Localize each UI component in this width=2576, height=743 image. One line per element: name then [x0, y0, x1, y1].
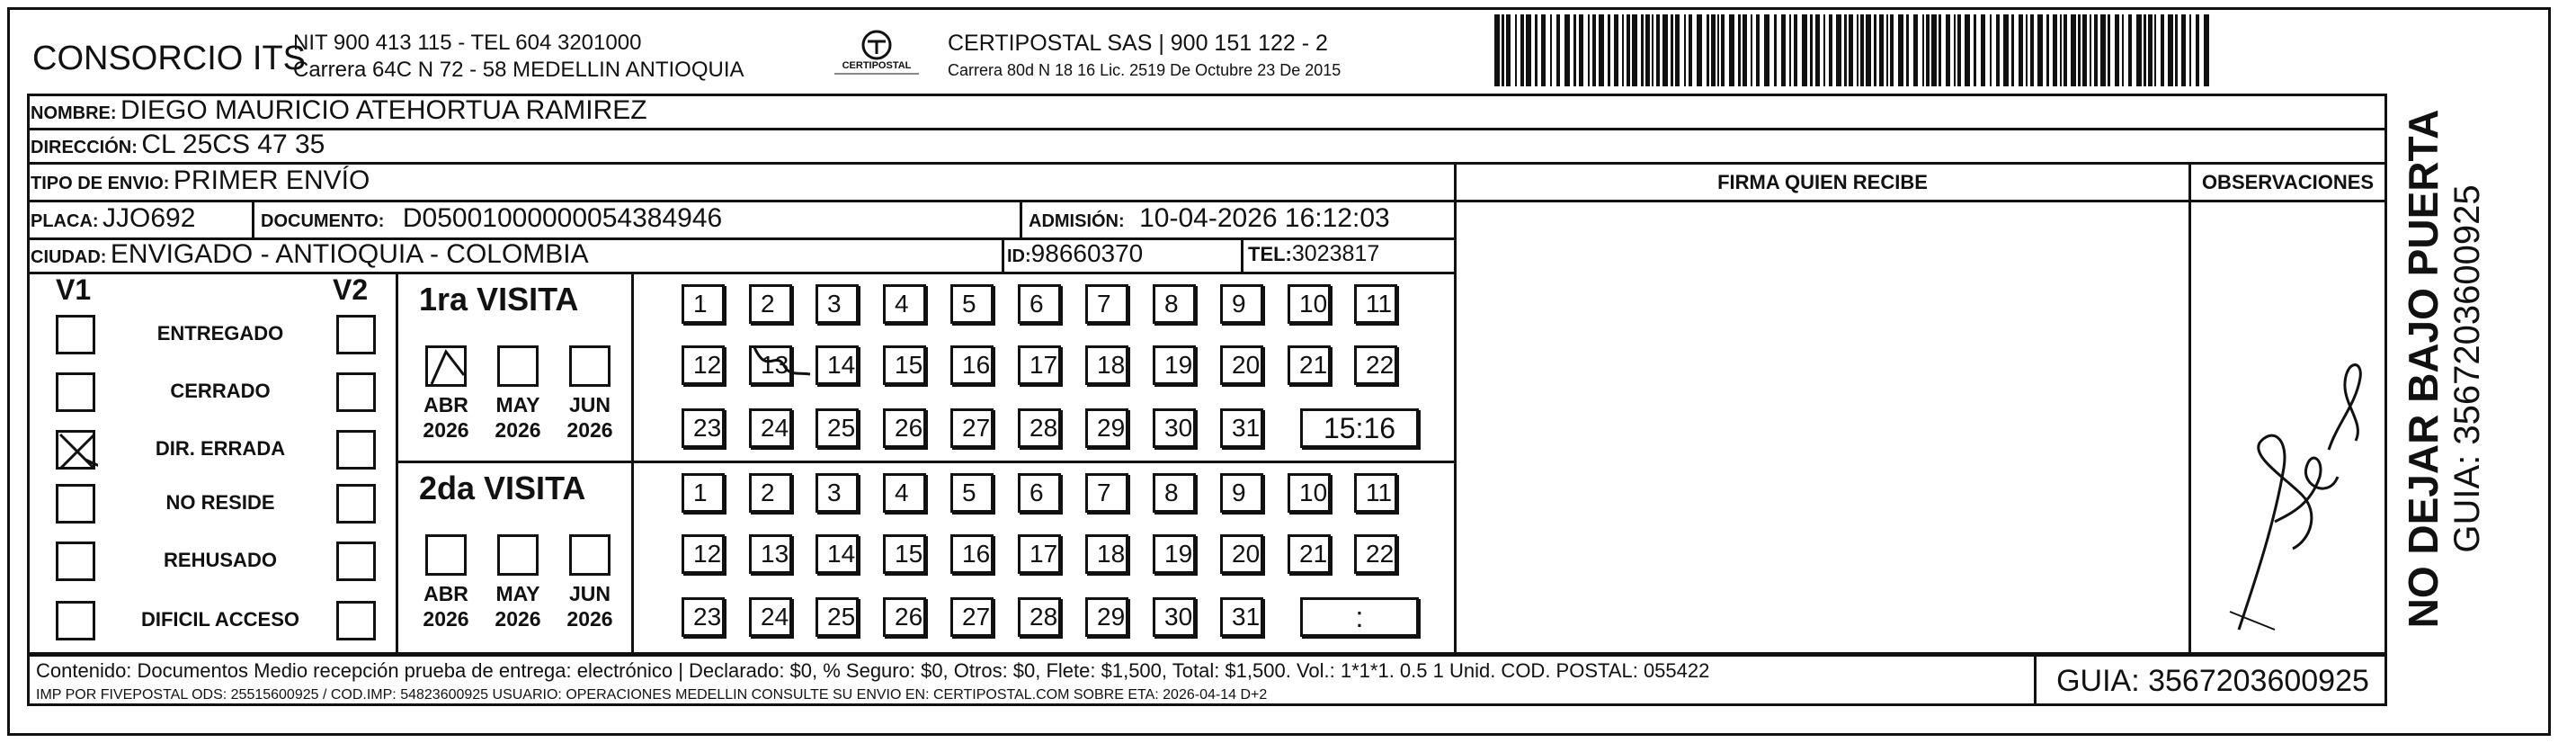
col-line-firma-left: [1454, 162, 1457, 652]
month-year: 2026: [423, 418, 469, 442]
documento-row: [261, 203, 722, 234]
barcode-bar: [2128, 14, 2132, 86]
barcode-bar: [2030, 14, 2034, 86]
barcode-bar: [1502, 14, 1504, 86]
form-right-border: [2384, 94, 2387, 657]
day-box[interactable]: 27: [950, 408, 994, 448]
row-line-3: [27, 200, 2387, 202]
month-year: 2026: [495, 418, 541, 442]
barcode-bar: [1939, 14, 1941, 86]
barcode-bar: [1957, 14, 1961, 86]
v1-checkbox[interactable]: [56, 542, 95, 581]
barcode-bar: [2108, 14, 2110, 86]
day-box[interactable]: 4: [883, 473, 926, 513]
day-box[interactable]: 6: [1018, 473, 1061, 513]
month-label: [563, 392, 617, 443]
barcode-bar: [1697, 14, 1702, 86]
status-option-label: CERRADO: [170, 380, 271, 402]
day-box[interactable]: 28: [1018, 408, 1061, 448]
barcode-bar: [2196, 14, 2199, 86]
barcode-bar: [1844, 14, 1847, 86]
side-panel: [2392, 108, 2545, 648]
day-box[interactable]: 22: [1354, 345, 1397, 385]
barcode-bar: [1526, 14, 1531, 86]
visit-1-title: 1ra VISITA: [419, 281, 579, 318]
day-box[interactable]: 29: [1085, 597, 1128, 637]
barcode-bar: [2115, 14, 2119, 86]
barcode-bar: [2060, 14, 2062, 86]
month-label: [419, 392, 473, 443]
barcode-bar: [1541, 14, 1546, 86]
certipostal-info: CERTIPOSTAL SAS | 900 151 122 - 2: [948, 31, 1328, 56]
day-box[interactable]: 24: [749, 408, 792, 448]
id-row: [1007, 239, 1143, 268]
barcode-bar: [2082, 14, 2087, 86]
barcode-bar: [2019, 14, 2023, 86]
day-box[interactable]: 22: [1354, 534, 1397, 574]
tel-label: TEL:: [1248, 243, 1292, 265]
month-name: JUN: [568, 582, 611, 605]
company-nit: NIT 900 413 115 - TEL 604 3201000: [293, 31, 642, 55]
col-line-observaciones-left: [2188, 162, 2191, 652]
side-guia: GUIA: 3567203600925: [2447, 184, 2487, 553]
status-option-label: DIR. ERRADA: [155, 437, 286, 460]
barcode-bar: [1965, 14, 1970, 86]
day-box[interactable]: 17: [1018, 534, 1061, 574]
month-checkbox[interactable]: [497, 345, 539, 387]
footer-guia-divider: [2034, 654, 2037, 703]
placa-value: JJO692: [103, 203, 196, 233]
barcode-bar: [2078, 14, 2081, 86]
barcode-bar: [1550, 14, 1552, 86]
barcode-bar: [1632, 14, 1637, 86]
tel-row: [1248, 241, 1379, 267]
v2-checkbox[interactable]: [336, 484, 376, 524]
day-box[interactable]: 21: [1288, 345, 1331, 385]
month-checkbox[interactable]: [497, 534, 539, 576]
month-name: ABR: [423, 393, 468, 416]
col-line-placa: [252, 200, 254, 237]
v1-checkbox[interactable]: [56, 484, 95, 524]
day-box[interactable]: 26: [883, 597, 926, 637]
month-year: 2026: [566, 607, 613, 631]
col-line-tel: [1241, 237, 1243, 272]
time-box[interactable]: 15:16: [1300, 408, 1419, 448]
ciudad-row: [31, 239, 589, 270]
barcode-bar: [1622, 14, 1624, 86]
day-box[interactable]: 8: [1153, 473, 1196, 513]
barcode-bar: [2154, 14, 2156, 86]
barcode-bar: [2063, 14, 2067, 86]
barcode-bar: [1675, 14, 1680, 86]
barcode-bar: [1645, 14, 1650, 86]
certipostal-license: Carrera 80d N 18 16 Lic. 2519 De Octubre 23 De 2015: [948, 61, 1341, 79]
month-name: MAY: [495, 393, 540, 416]
barcode-bar: [1815, 14, 1820, 86]
barcode-bar: [1802, 14, 1807, 86]
footer-left-border: [27, 654, 30, 706]
barcode-bar: [1743, 14, 1747, 86]
day-box[interactable]: 23: [682, 597, 725, 637]
day-box[interactable]: 19: [1153, 534, 1196, 574]
direccion-label: DIRECCIÓN:: [31, 138, 138, 157]
v1-checkbox[interactable]: [56, 372, 95, 412]
day-box[interactable]: 27: [950, 597, 994, 637]
barcode-bar: [1794, 14, 1797, 86]
barcode-bar: [1886, 14, 1888, 86]
month-checkbox[interactable]: [569, 345, 611, 387]
nombre-value: DIEGO MAURICIO ATEHORTUA RAMIREZ: [120, 95, 647, 125]
barcode-bar: [1751, 14, 1752, 86]
month-year: 2026: [495, 607, 541, 631]
barcode-bar: [2100, 14, 2106, 86]
barcode-bar: [1520, 14, 1524, 86]
barcode-bar: [1599, 14, 1604, 86]
day-box[interactable]: 28: [1018, 597, 1061, 637]
day-box[interactable]: 21: [1288, 534, 1331, 574]
month-label: [491, 581, 545, 631]
barcode-bar: [2175, 14, 2178, 86]
day-box[interactable]: 13: [749, 534, 792, 574]
status-option-label: ENTREGADO: [156, 322, 284, 345]
barcode: [1494, 0, 2214, 90]
v1-checkbox[interactable]: [56, 601, 95, 640]
barcode-bar: [1556, 14, 1560, 86]
barcode-bar: [1849, 14, 1853, 86]
month-name: MAY: [495, 582, 540, 605]
barcode-bar: [1926, 14, 1930, 86]
v2-label: V2: [333, 273, 369, 306]
company-address: Carrera 64C N 72 - 58 MEDELLIN ANTIOQUIA: [293, 58, 744, 82]
barcode-bar: [2144, 14, 2146, 86]
barcode-bar: [1738, 14, 1741, 86]
day-box[interactable]: 18: [1085, 534, 1128, 574]
day-box[interactable]: 1: [682, 473, 725, 513]
day-box[interactable]: 9: [1220, 284, 1263, 324]
day-box[interactable]: 29: [1085, 408, 1128, 448]
barcode-bar: [2071, 14, 2076, 86]
day-box[interactable]: 7: [1085, 284, 1128, 324]
barcode-bar: [2003, 14, 2009, 86]
barcode-bar: [1931, 14, 1937, 86]
barcode-bar: [2053, 14, 2057, 86]
status-option-label: NO RESIDE: [165, 491, 275, 514]
barcode-bar: [1774, 14, 1777, 86]
admision-row: [1029, 203, 1390, 234]
day-box[interactable]: 6: [1018, 284, 1061, 324]
barcode-bar: [1906, 14, 1909, 86]
barcode-bar: [1874, 14, 1876, 86]
barcode-bar: [1535, 14, 1538, 86]
signature-scribble: [2221, 342, 2383, 648]
barcode-bar: [1954, 14, 1956, 86]
day-box[interactable]: 15: [883, 534, 926, 574]
month-year: 2026: [423, 607, 469, 631]
barcode-bar: [1996, 14, 2000, 86]
day-box[interactable]: 5: [950, 473, 994, 513]
day-box[interactable]: 12: [682, 345, 725, 385]
day-box[interactable]: 13: [749, 345, 792, 385]
barcode-bar: [2204, 14, 2209, 86]
admision-label: ADMISIÓN:: [1029, 211, 1125, 231]
col-line-id: [1002, 237, 1004, 272]
day-box[interactable]: 12: [682, 534, 725, 574]
tel-value: 3023817: [1291, 241, 1380, 266]
tipo-row: [31, 166, 370, 196]
v2-checkbox[interactable]: [336, 542, 376, 581]
day-box[interactable]: 26: [883, 408, 926, 448]
tipo-label: TIPO DE ENVIO:: [31, 174, 170, 193]
barcode-bar: [1564, 14, 1570, 86]
barcode-bar: [1717, 14, 1719, 86]
check-x-icon: [58, 433, 98, 472]
barcode-bar: [2168, 14, 2173, 86]
month-checkbox[interactable]: [569, 534, 611, 576]
barcode-bar: [1652, 14, 1653, 86]
barcode-bar: [1836, 14, 1841, 86]
col-line-admision: [1020, 200, 1022, 237]
v1-checkbox[interactable]: [56, 430, 95, 470]
barcode-bar: [1829, 14, 1832, 86]
admision-value: 10-04-2026 16:12:03: [1139, 203, 1390, 233]
barcode-bar: [1711, 14, 1716, 86]
barcode-bar: [1721, 14, 1725, 86]
day-box[interactable]: 9: [1220, 473, 1263, 513]
day-box[interactable]: 14: [816, 345, 859, 385]
status-option-label: REHUSADO: [164, 549, 277, 571]
barcode-bar: [1946, 14, 1950, 86]
day-box[interactable]: 30: [1153, 408, 1196, 448]
barcode-bar: [2161, 14, 2164, 86]
id-label: ID:: [1007, 246, 1031, 266]
tipo-value: PRIMER ENVÍO: [173, 166, 370, 195]
direccion-row: [31, 130, 325, 160]
nombre-row: [31, 95, 647, 126]
visit-divider: [396, 461, 1455, 463]
day-mark-scribble: [749, 340, 812, 389]
status-option-label: DIFICIL ACCESO: [140, 608, 299, 631]
direccion-value: CL 25CS 47 35: [141, 130, 325, 159]
barcode-bar: [1662, 14, 1668, 86]
barcode-bar: [1789, 14, 1791, 86]
day-box[interactable]: 18: [1085, 345, 1128, 385]
barcode-bar: [1857, 14, 1858, 86]
barcode-bar: [1879, 14, 1884, 86]
barcode-bar: [2189, 14, 2191, 86]
day-box[interactable]: 14: [816, 534, 859, 574]
barcode-bar: [1990, 14, 1992, 86]
v1-checkbox[interactable]: [56, 315, 95, 354]
month-label: [491, 392, 545, 443]
month-label: [419, 581, 473, 631]
barcode-bar: [1641, 14, 1644, 86]
ciudad-label: CIUDAD:: [31, 247, 107, 267]
certipostal-logo-text: CERTIPOSTAL: [842, 60, 912, 71]
barcode-bar: [1974, 14, 1976, 86]
barcode-bar: [2094, 14, 2098, 86]
barcode-bar: [1890, 14, 1894, 86]
row-line-2: [27, 162, 2387, 165]
day-box[interactable]: 3: [816, 473, 859, 513]
barcode-bar: [2148, 14, 2153, 86]
day-box[interactable]: 11: [1354, 284, 1397, 324]
v1-label: V1: [56, 273, 92, 306]
day-box[interactable]: 19: [1153, 345, 1196, 385]
firma-header: FIRMA QUIEN RECIBE: [1717, 171, 1928, 193]
barcode-bar: [1588, 14, 1590, 86]
barcode-bar: [2037, 14, 2043, 86]
side-warning: NO DEJAR BAJO PUERTA: [2400, 109, 2447, 629]
barcode-bar: [1592, 14, 1596, 86]
day-box[interactable]: 2: [749, 473, 792, 513]
day-box[interactable]: 2: [749, 284, 792, 324]
barcode-bar: [1764, 14, 1769, 86]
v2-checkbox[interactable]: [336, 372, 376, 412]
barcode-bar: [1614, 14, 1618, 86]
row-line-1: [27, 128, 2387, 130]
barcode-bar: [1689, 14, 1692, 86]
observaciones-header: OBSERVACIONES: [2201, 171, 2375, 193]
day-box[interactable]: 30: [1153, 597, 1196, 637]
barcode-bar: [1684, 14, 1686, 86]
day-box[interactable]: 31: [1220, 597, 1263, 637]
id-value: 98660370: [1030, 239, 1144, 267]
barcode-bar: [1671, 14, 1673, 86]
month-checkbox[interactable]: [425, 345, 467, 387]
day-box[interactable]: 25: [816, 597, 859, 637]
month-name: ABR: [423, 582, 468, 605]
time-box[interactable]: :: [1300, 597, 1419, 637]
day-box[interactable]: 4: [883, 284, 926, 324]
barcode-bar: [1579, 14, 1583, 86]
certipostal-logo: [827, 27, 926, 83]
certipostal-logo-icon: [827, 27, 926, 83]
barcode-bar: [1707, 14, 1709, 86]
barcode-bar: [1627, 14, 1630, 86]
day-box[interactable]: 25: [816, 408, 859, 448]
v2-checkbox[interactable]: [336, 315, 376, 354]
form-left-border: [27, 94, 30, 657]
day-box[interactable]: 7: [1085, 473, 1128, 513]
v2-checkbox[interactable]: [336, 601, 376, 640]
barcode-bar: [2181, 14, 2186, 86]
month-name: JUN: [568, 393, 611, 416]
day-box[interactable]: 11: [1354, 473, 1397, 513]
barcode-bar: [2046, 14, 2049, 86]
barcode-bar: [1922, 14, 1924, 86]
barcode-bar: [1756, 14, 1760, 86]
barcode-bar: [1656, 14, 1660, 86]
barcode-bar: [2011, 14, 2014, 86]
day-box[interactable]: 24: [749, 597, 792, 637]
barcode-bar: [1913, 14, 1918, 86]
day-box[interactable]: 23: [682, 408, 725, 448]
barcode-bar: [1515, 14, 1517, 86]
footer-bottom-line: [27, 703, 2387, 706]
barcode-bar: [2026, 14, 2028, 86]
barcode-bar: [1781, 14, 1786, 86]
barcode-bar: [1866, 14, 1871, 86]
day-box[interactable]: 15: [883, 345, 926, 385]
month-label: [563, 581, 617, 631]
footer-contenido: Contenido: Documentos Medio recepción prueba de entrega: electrónico | Declarado: $0, % Seguro: $0, Otros: $0, Flete: $1,500, Total: $1,500. Vol.: 1*1*1. 0.5 1 Unid. COD. POSTAL: 055422: [36, 659, 1710, 682]
month-year: 2026: [566, 418, 613, 442]
documento-value: D05001000000054384946: [402, 203, 723, 233]
day-box[interactable]: 31: [1220, 408, 1263, 448]
day-box[interactable]: 16: [950, 534, 994, 574]
placa-label: PLACA:: [31, 211, 99, 231]
barcode-bar: [1506, 14, 1511, 86]
day-box[interactable]: 17: [1018, 345, 1061, 385]
nombre-label: NOMBRE:: [31, 103, 117, 123]
day-box[interactable]: 16: [950, 345, 994, 385]
documento-label: DOCUMENTO:: [261, 211, 385, 231]
day-box[interactable]: 5: [950, 284, 994, 324]
barcode-bar: [1981, 14, 1985, 86]
barcode-bar: [2090, 14, 2091, 86]
barcode-bar: [1823, 14, 1825, 86]
placa-row: [31, 203, 195, 234]
barcode-bar: [1860, 14, 1864, 86]
day-box[interactable]: 1: [682, 284, 725, 324]
day-box[interactable]: 20: [1220, 345, 1263, 385]
barcode-bar: [2122, 14, 2124, 86]
footer-guia-number: GUIA: 3567203600925: [2056, 664, 2369, 698]
ciudad-value: ENVIGADO - ANTIOQUIA - COLOMBIA: [110, 239, 589, 269]
check-mark-icon: [428, 348, 469, 389]
v2-checkbox[interactable]: [336, 430, 376, 470]
barcode-bar: [1494, 14, 1500, 86]
barcode-bar: [1608, 14, 1610, 86]
barcode-bar: [2136, 14, 2142, 86]
day-box[interactable]: 20: [1220, 534, 1263, 574]
footer-imp: IMP POR FIVEPOSTAL ODS: 25515600925 / COD.IMP: 54823600925 USUARIO: OPERACIONES MEDELLIN CONSULTE SU ENVIO EN: CERTIPOSTAL.COM SOBRE ETA: 2026-04-14 D+2: [36, 687, 1268, 703]
month-checkbox[interactable]: [425, 534, 467, 576]
barcode-bar: [1729, 14, 1734, 86]
row-line-5: [27, 272, 1457, 274]
day-box[interactable]: 10: [1288, 473, 1331, 513]
footer-right-border: [2384, 654, 2387, 706]
day-box[interactable]: 3: [816, 284, 859, 324]
visit-2-title: 2da VISITA: [419, 470, 586, 506]
barcode-bar: [1573, 14, 1576, 86]
company-name: CONSORCIO ITS: [32, 40, 307, 77]
day-box[interactable]: 10: [1288, 284, 1331, 324]
day-box[interactable]: 8: [1153, 284, 1196, 324]
barcode-bar: [1810, 14, 1813, 86]
barcode-bar: [1898, 14, 1903, 86]
